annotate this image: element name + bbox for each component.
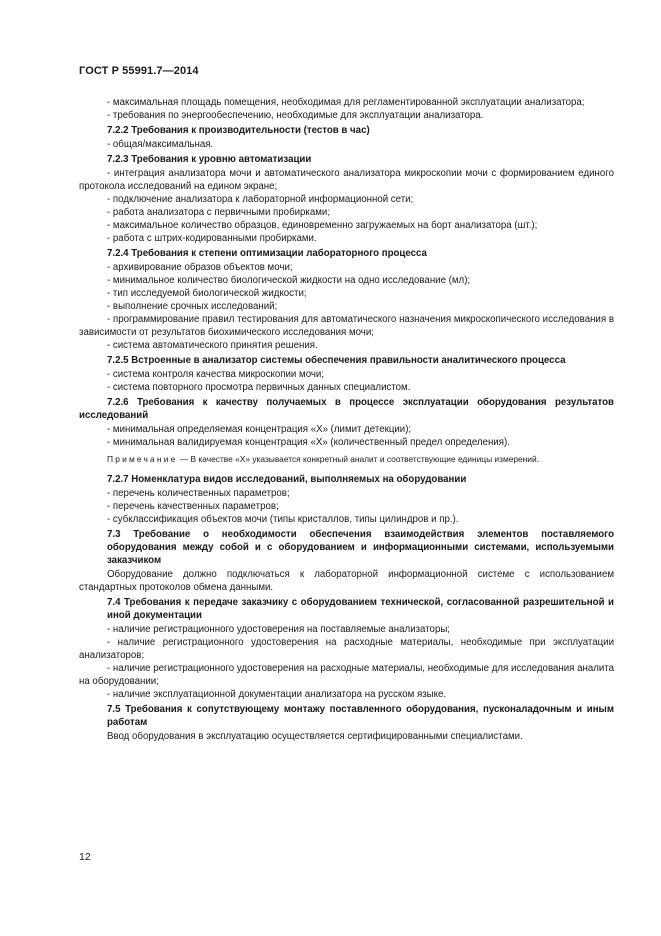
section-heading-7-2-7: 7.2.7 Номенклатура видов исследований, выполняемых на оборудовании [107, 474, 467, 485]
document-header: ГОСТ Р 55991.7—2014 [79, 65, 199, 77]
list-item: - минимальное количество биологической жидкости на одно исследование (мл); [107, 275, 471, 286]
section-heading-7-4: 7.4 Требования к передаче заказчику с оборудованием технической, согласованной разрешительной и иной документации [107, 597, 614, 621]
list-item: - наличие эксплуатационной документации анализатора на русском языке. [107, 689, 447, 700]
list-item: - наличие регистрационного удостоверения на расходные материалы, необходимые при эксплуатации анализаторов; [79, 637, 614, 661]
list-item: - тип исследуемой биологической жидкости; [107, 288, 307, 299]
section-heading-7-2-6: 7.2.6 Требования к качеству получаемых в процессе эксплуатации оборудования результатов исследований [79, 397, 614, 421]
list-item: - система автоматического принятия решения. [107, 340, 318, 351]
list-item: - минимальная определяемая концентрация «Х» (лимит детекции); [107, 424, 412, 435]
list-item: - перечень качественных параметров; [107, 501, 279, 512]
list-item: - максимальная площадь помещения, необходимая для регламентированной эксплуатации анализатора; [107, 97, 585, 108]
list-item: - минимальная валидируемая концентрация «Х» (количественный предел определения). [107, 437, 510, 448]
note [79, 453, 614, 465]
page-number: 12 [79, 851, 91, 863]
list-item: - перечень количественных параметров; [107, 488, 290, 499]
section-heading-7-3: 7.3 Требование о необходимости обеспечения взаимодействия элементов поставляемого оборудования между собой и с оборудованием и информационными системами, используемыми заказчиком [107, 529, 614, 566]
list-item: - система повторного просмотра первичных данных специалистом. [107, 382, 411, 393]
list-item: - система контроля качества микроскопии мочи; [107, 369, 325, 380]
list-item: - интеграция анализатора мочи и автоматического анализатора микроскопии мочи с формированием единого протокола исследований на едином экране; [79, 168, 614, 192]
note-label: Примечание [107, 454, 178, 464]
list-item: - подключение анализатора к лабораторной информационной сети; [107, 194, 414, 205]
list-item: - максимальное количество образцов, единовременно загружаемых на борт анализатора (шт.); [107, 220, 538, 231]
list-item: - архивирование образов объектов мочи; [107, 262, 293, 273]
note-text: — В качестве «Х» указывается конкретный аналит и соответствующие единицы измерений. [179, 454, 539, 464]
list-item: - субклассификация объектов мочи (типы кристаллов, типы цилиндров и пр.). [107, 514, 459, 525]
section-heading-7-5: 7.5 Требования к сопутствующему монтажу поставленного оборудования, пусконаладочным и иным работам [107, 704, 614, 728]
paragraph: Оборудование должно подключаться к лабораторной информационной системе с использованием стандартных протоколов обмена данными. [79, 569, 614, 593]
section-heading-7-2-2: 7.2.2 Требования к производительности (тестов в час) [107, 125, 370, 136]
list-item: - общая/максимальная. [107, 139, 214, 150]
list-item: - требования по энергообеспечению, необходимые для эксплуатации анализатора. [107, 110, 484, 121]
document-body [79, 96, 614, 743]
list-item: - выполнение срочных исследований; [107, 301, 278, 312]
list-item: - программирование правил тестирования для автоматического назначения микроскопического исследования в зависимости от результатов биохимического исследования мочи; [79, 314, 614, 338]
list-item: - наличие регистрационного удостоверения на расходные материалы, необходимые для исследования аналита на оборудовании; [79, 663, 614, 687]
list-item: - наличие регистрационного удостоверения на поставляемые анализаторы; [107, 624, 450, 635]
list-item: - работа с штрих-кодированными пробирками. [107, 233, 317, 244]
section-heading-7-2-3: 7.2.3 Требования к уровню автоматизации [107, 154, 312, 165]
list-item: - работа анализатора с первичными пробирками; [107, 207, 331, 218]
section-heading-7-2-4: 7.2.4 Требования к степени оптимизации лабораторного процесса [107, 248, 427, 259]
section-heading-7-2-5: 7.2.5 Встроенные в анализатор системы обеспечения правильности аналитического процесса [107, 355, 566, 366]
paragraph: Ввод оборудования в эксплуатацию осуществляется сертифицированными специалистами. [107, 731, 523, 742]
